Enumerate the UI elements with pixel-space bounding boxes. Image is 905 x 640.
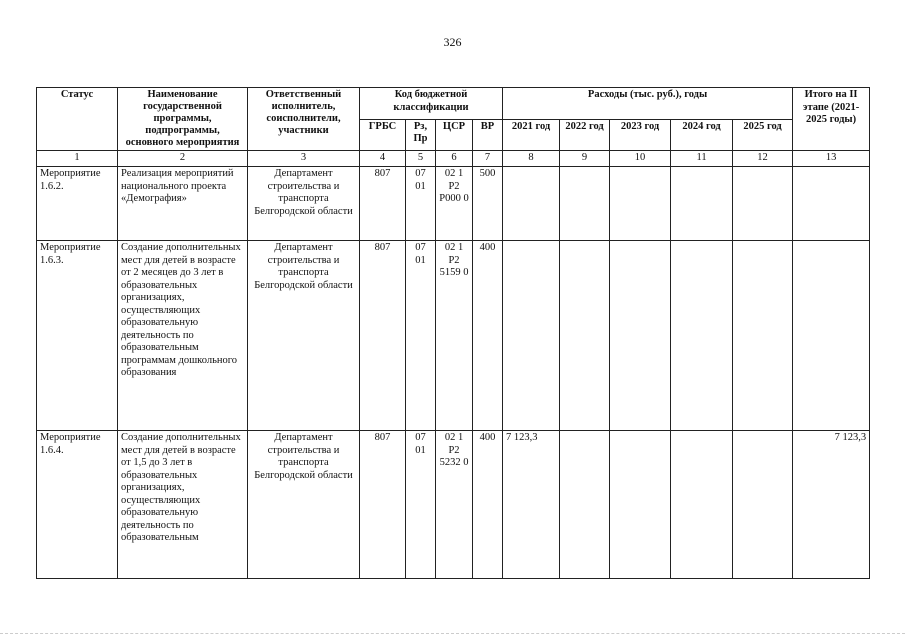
cell-2023: [610, 167, 671, 241]
cell-2022: [560, 241, 610, 431]
cell-total: 7 123,3: [793, 431, 870, 579]
cell-grbs: 807: [360, 241, 406, 431]
cell-2024: [671, 431, 733, 579]
col-number: 3: [248, 151, 360, 167]
header-total: Итого на II этапе (2021-2025 годы): [793, 88, 870, 151]
table-row: [37, 167, 870, 241]
cell-2021: [503, 167, 560, 241]
cell-name: Создание дополнительных мест для детей в возрасте от 1,5 до 3 лет в образовательных организациях, осуществляющих образовательную деятельность по образовательным: [118, 431, 248, 579]
cell-rzpr: 07 01: [406, 167, 436, 241]
header-2022: 2022 год: [560, 119, 610, 151]
cell-2022: [560, 431, 610, 579]
header-2024: 2024 год: [671, 119, 733, 151]
cell-grbs: 807: [360, 431, 406, 579]
col-number: 1: [37, 151, 118, 167]
header-name: Наименование государственной программы, подпрограммы, основного мероприятия: [118, 88, 248, 151]
col-number: 13: [793, 151, 870, 167]
header-status: Статус: [37, 88, 118, 151]
cell-2025: [733, 431, 793, 579]
col-number: 11: [671, 151, 733, 167]
cell-vr: 400: [473, 431, 503, 579]
cell-csr: 02 1 P2 5232 0: [436, 431, 473, 579]
cell-2024: [671, 241, 733, 431]
cell-2024: [671, 167, 733, 241]
cell-2025: [733, 167, 793, 241]
header-csr: ЦСР: [436, 119, 473, 151]
header-grbs: ГРБС: [360, 119, 406, 151]
column-number-row: [37, 151, 870, 167]
header-2025: 2025 год: [733, 119, 793, 151]
col-number: 5: [406, 151, 436, 167]
header-expenses: Расходы (тыс. руб.), годы: [503, 88, 793, 120]
cell-rzpr: 07 01: [406, 241, 436, 431]
cell-rzpr: 07 01: [406, 431, 436, 579]
col-number: 9: [560, 151, 610, 167]
col-number: 10: [610, 151, 671, 167]
cell-status: Мероприятие 1.6.2.: [37, 167, 118, 241]
header-rzpr: Рз, Пр: [406, 119, 436, 151]
cell-name: Создание дополнительных мест для детей в возрасте от 2 месяцев до 3 лет в образовательных организациях, осуществляющих образовательную деятельность по образовательным программам дошкольного образования: [118, 241, 248, 431]
col-number: 2: [118, 151, 248, 167]
budget-table: [36, 87, 870, 579]
cell-total: [793, 241, 870, 431]
header-vr: ВР: [473, 119, 503, 151]
cell-2023: [610, 241, 671, 431]
header-executor: Ответственный исполнитель, соисполнители, участники: [248, 88, 360, 151]
cell-status: Мероприятие 1.6.4.: [37, 431, 118, 579]
col-number: 8: [503, 151, 560, 167]
table-row: [37, 241, 870, 431]
cell-total: [793, 167, 870, 241]
cell-executor: Департамент строительства и транспорта Белгородской области: [248, 241, 360, 431]
col-number: 4: [360, 151, 406, 167]
page-bottom-divider: [0, 633, 905, 636]
page-number: 326: [443, 35, 462, 49]
header-2021: 2021 год: [503, 119, 560, 151]
cell-2022: [560, 167, 610, 241]
cell-csr: 02 1 P2 P000 0: [436, 167, 473, 241]
cell-executor: Департамент строительства и транспорта Белгородской области: [248, 431, 360, 579]
col-number: 7: [473, 151, 503, 167]
cell-status: Мероприятие 1.6.3.: [37, 241, 118, 431]
cell-name: Реализация мероприятий национального проекта «Демография»: [118, 167, 248, 241]
cell-2023: [610, 431, 671, 579]
cell-vr: 500: [473, 167, 503, 241]
cell-2025: [733, 241, 793, 431]
col-number: 6: [436, 151, 473, 167]
table-row: [37, 431, 870, 579]
header-2023: 2023 год: [610, 119, 671, 151]
cell-2021: [503, 241, 560, 431]
cell-csr: 02 1 P2 5159 0: [436, 241, 473, 431]
cell-vr: 400: [473, 241, 503, 431]
cell-2021: 7 123,3: [503, 431, 560, 579]
cell-grbs: 807: [360, 167, 406, 241]
cell-executor: Департамент строительства и транспорта Белгородской области: [248, 167, 360, 241]
header-row-top: [37, 88, 870, 120]
header-budget-code: Код бюджетной классификации: [360, 88, 503, 120]
col-number: 12: [733, 151, 793, 167]
